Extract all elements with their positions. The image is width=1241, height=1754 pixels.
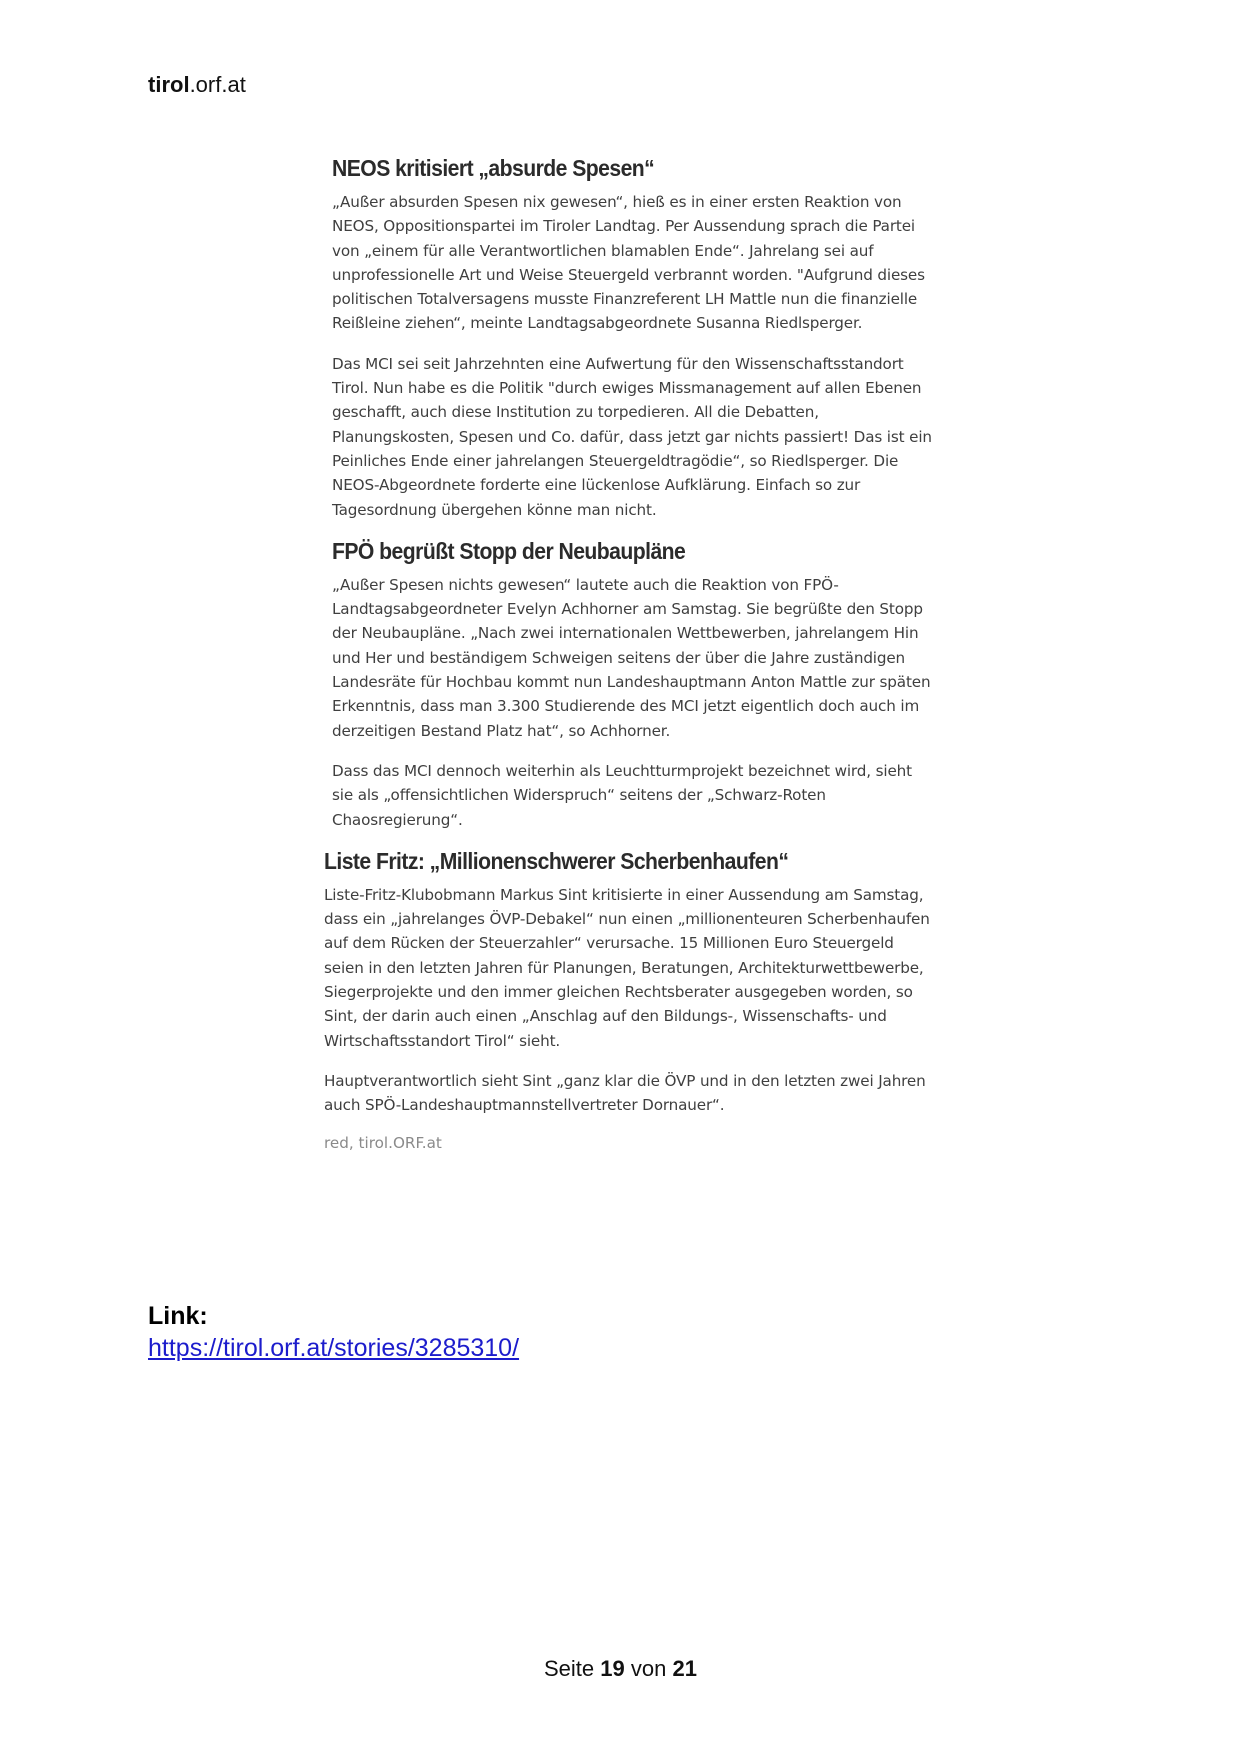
- link-block: [148, 1300, 519, 1364]
- page-footer: [0, 1656, 1241, 1682]
- page-separator: von: [630, 1656, 667, 1681]
- section-liste-fritz: [324, 848, 932, 1152]
- article-body: [324, 155, 932, 1152]
- site-header: [148, 72, 246, 98]
- total-pages-number: 21: [672, 1656, 697, 1681]
- section-neos: [332, 155, 932, 522]
- paragraph: Dass das MCI dennoch weiterhin als Leuchtturmprojekt bezeichnet wird, sieht sie als „offensichtlichen Widerspruch“ seitens der „Schwarz-Roten Chaosregierung“.: [332, 761, 912, 829]
- paragraph: „Außer absurden Spesen nix gewesen“, hieß es in einer ersten Reaktion von NEOS, Oppositionspartei im Tiroler Landtag. Per Aussendung sprach die Partei von „einem für alle Verantwortlichen blamablen Ende“. Jahrelang sei auf unprofessionelle Art und Weise Steuergeld verbrannt worden. "Aufgrund dieses politischen Totalversagens musste Finanzreferent LH Mattle nun die finanzielle Reißleine ziehen“, meinte Landtagsabgeordnete Susanna Riedlsperger.: [332, 193, 925, 333]
- source-credit: red, tirol.ORF.at: [324, 1133, 442, 1152]
- site-name-rest: .orf.at: [189, 72, 246, 97]
- paragraph: Hauptverantwortlich sieht Sint „ganz klar die ÖVP und in den letzten zwei Jahren auch SPÖ-Landeshauptmannstellvertreter Dornauer“.: [324, 1071, 926, 1115]
- current-page-number: 19: [600, 1656, 625, 1681]
- page-prefix: Seite: [544, 1656, 595, 1681]
- paragraph: „Außer Spesen nichts gewesen“ lautete auch die Reaktion von FPÖ-Landtagsabgeordneter Evelyn Achhorner am Samstag. Sie begrüßte den Stopp der Neubaupläne. „Nach zwei internationalen Wettbewerben, jahrelangem Hin und Her und beständigem Schweigen seitens der über die Jahre zuständigen Landesräte für Hochbau kommt nun Landeshauptmann Anton Mattle zur späten Erkenntnis, dass man 3.300 Studierende des MCI jetzt eigentlich doch auch im derzeitigen Bestand Platz hat“, so Achhorner.: [332, 575, 931, 740]
- site-name-bold: tirol: [148, 72, 190, 97]
- section-title: Liste Fritz: „Millionenschwerer Scherbenhaufen“: [324, 847, 789, 874]
- link-label: Link:: [148, 1302, 208, 1330]
- section-fpoe: [332, 538, 932, 832]
- section-title: FPÖ begrüßt Stopp der Neubaupläne: [332, 537, 686, 564]
- paragraph: Liste-Fritz-Klubobmann Markus Sint kritisierte in einer Aussendung am Samstag, dass ein „jahrelanges ÖVP-Debakel“ nun einen „millionenteuren Scherbenhaufen auf dem Rücken der Steuerzahler“ verursache. 15 Millionen Euro Steuergeld seien in den letzten Jahren für Planungen, Beratungen, Architekturwettbewerbe, Siegerprojekte und den immer gleichen Rechtsberater ausgegeben worden, so Sint, der darin auch einen „Anschlag auf den Bildungs-, Wissenschafts- und Wirtschaftsstandort Tirol“ sieht.: [324, 885, 930, 1050]
- section-title: NEOS kritisiert „absurde Spesen“: [332, 155, 655, 181]
- paragraph: Das MCI sei seit Jahrzehnten eine Aufwertung für den Wissenschaftsstandort Tirol. Nun habe es die Politik "durch ewiges Missmanagement auf allen Ebenen geschafft, auch diese Institution zu torpedieren. All die Debatten, Planungskosten, Spesen und Co. dafür, dass jetzt gar nichts passiert! Das ist ein Peinliches Ende einer jahrelangen Steuergeldtragödie“, so Riedlsperger. Die NEOS-Abgeordnete forderte eine lückenlose Aufklärung. Einfach so zur Tagesordnung übergehen könne man nicht.: [332, 354, 932, 519]
- article-link[interactable]: https://tirol.orf.at/stories/3285310/: [148, 1334, 520, 1362]
